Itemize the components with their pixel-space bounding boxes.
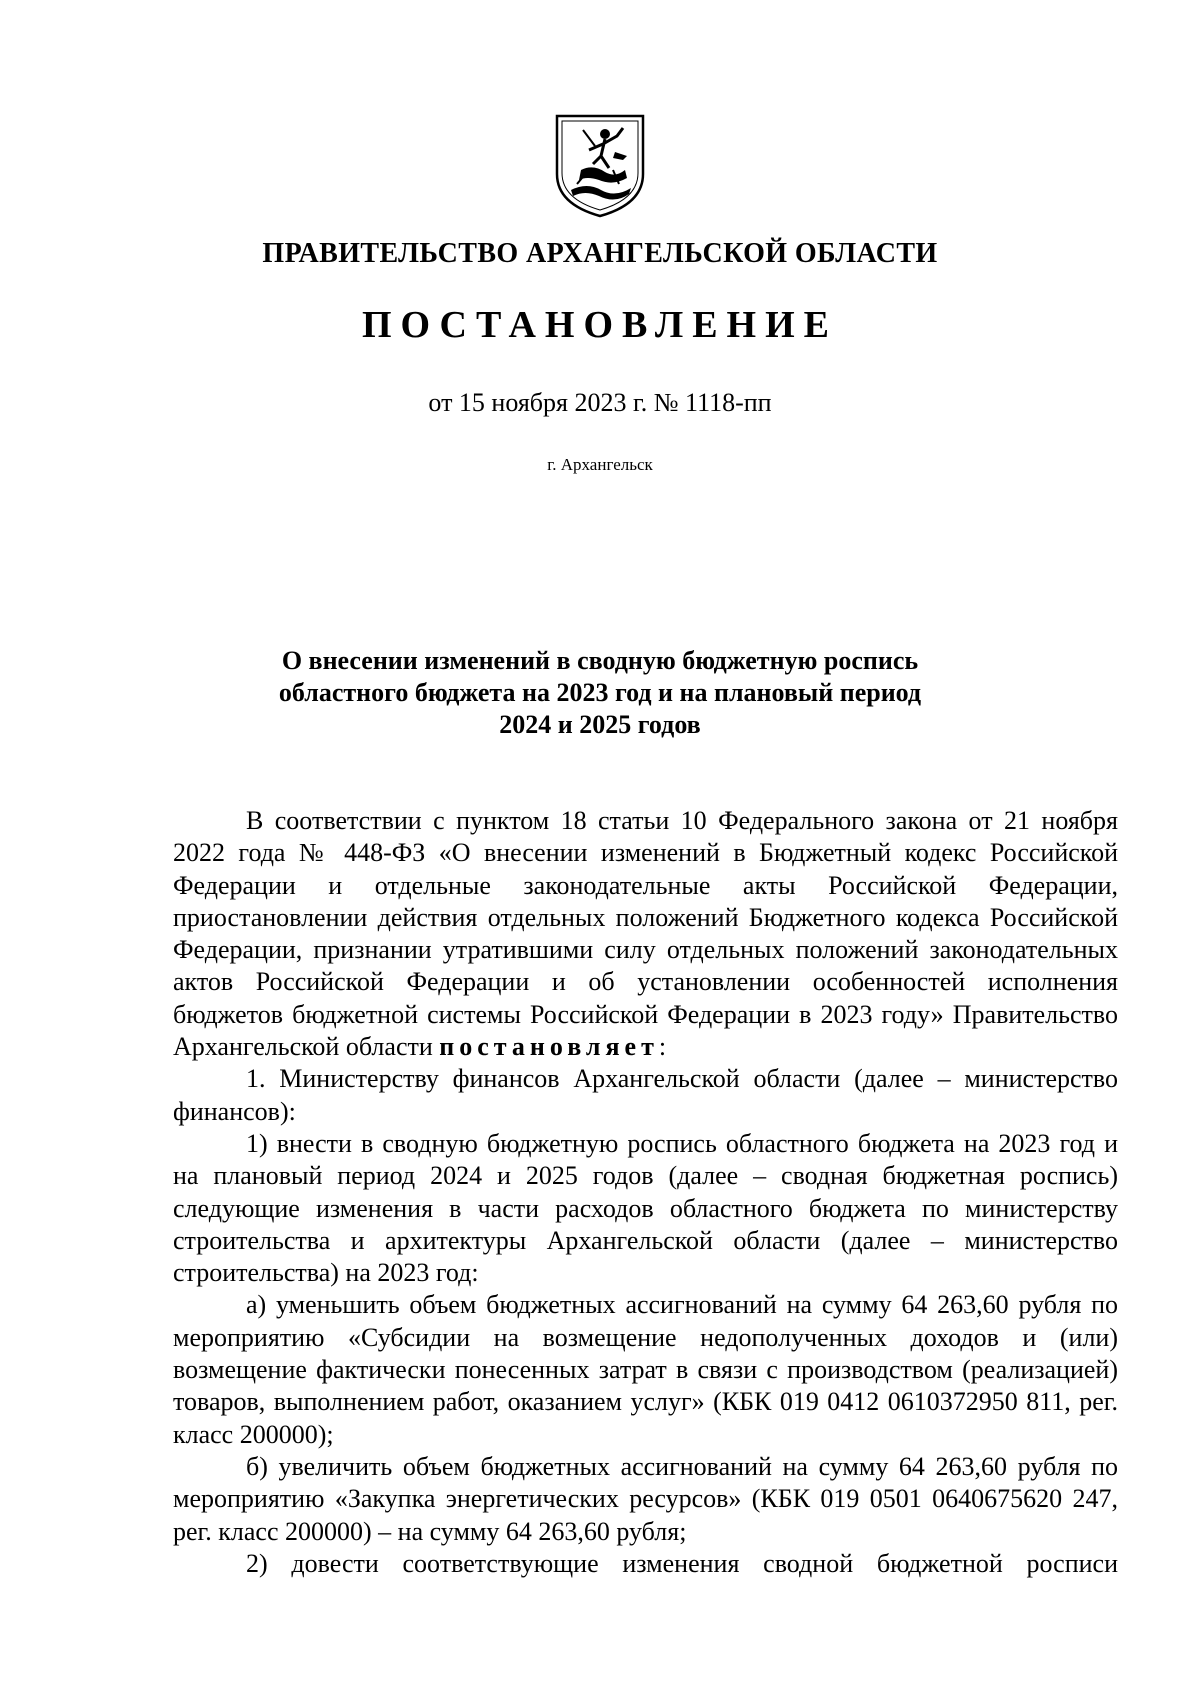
coat-of-arms-icon <box>553 112 647 220</box>
document-city: г. Архангельск <box>547 455 653 474</box>
paragraph-item-1: 1. Министерству финансов Архангельской области (далее – министерство финансов): <box>173 1064 1118 1126</box>
document-body <box>173 805 1118 1580</box>
subject-line-2: областного бюджета на 2023 год и на плановый период <box>278 678 922 707</box>
preamble-text: В соответствии с пунктом 18 статьи 10 Федерального закона от 21 ноября 2022 года № 448-ФЗ «О внесении изменений в Бюджетный кодекс Российской Федерации и отдельные законодательные акты Российской Федерации, приостановлении действия отдельных положений Бюджетного кодекса Российской Федерации, признании утратившими силу отдельных положений законодательных актов Российской Федерации и об установлении особенностей исполнения бюджетов бюджетной системы Российской Федерации в 2023 году» Правительство Архангельской области <box>173 806 1118 1062</box>
organization-title: ПРАВИТЕЛЬСТВО АРХАНГЕЛЬСКОЙ ОБЛАСТИ <box>262 238 938 269</box>
paragraph-subitem-2: 2) довести соответствующие изменения сводной бюджетной росписи <box>246 1548 1118 1578</box>
resolves-keyword: постановляет <box>439 1032 659 1062</box>
document-subject <box>0 645 1200 741</box>
document-date-number: от 15 ноября 2023 г. № 1118-пп <box>428 388 772 417</box>
paragraph-subitem-1: 1) внести в сводную бюджетную роспись областного бюджета на 2023 год и на плановый период 2024 и 2025 годов (далее – сводная бюджетная роспись) следующие изменения в части расходов областного бюджета по министерству строительства и архитектуры Архангельской области (далее – министерство строительства) на 2023 год: <box>173 1128 1118 1288</box>
paragraph-subitem-b: б) увеличить объем бюджетных ассигнований на сумму 64 263,60 рубля по мероприятию «Закупка энергетических ресурсов» (КБК 019 0501 0640675620 247, рег. класс 200000) – на сумму 64 263,60 рубля; <box>173 1451 1118 1546</box>
preamble-end: : <box>658 1032 667 1062</box>
document-type-title: ПОСТАНОВЛЕНИЕ <box>361 304 839 346</box>
paragraph-subitem-a: а) уменьшить объем бюджетных ассигнований на сумму 64 263,60 рубля по мероприятию «Субсидии на возмещение недополученных доходов и (или) возмещение фактически понесенных затрат в связи с производством (реализацией) товаров, выполнением работ, оказанием услуг» (КБК 019 0412 0610372950 811, рег. класс 200000); <box>173 1290 1118 1449</box>
subject-line-3: 2024 и 2025 годов <box>499 710 701 739</box>
paragraph-preamble <box>173 805 1118 1063</box>
subject-line-1: О внесении изменений в сводную бюджетную роспись <box>281 646 919 675</box>
